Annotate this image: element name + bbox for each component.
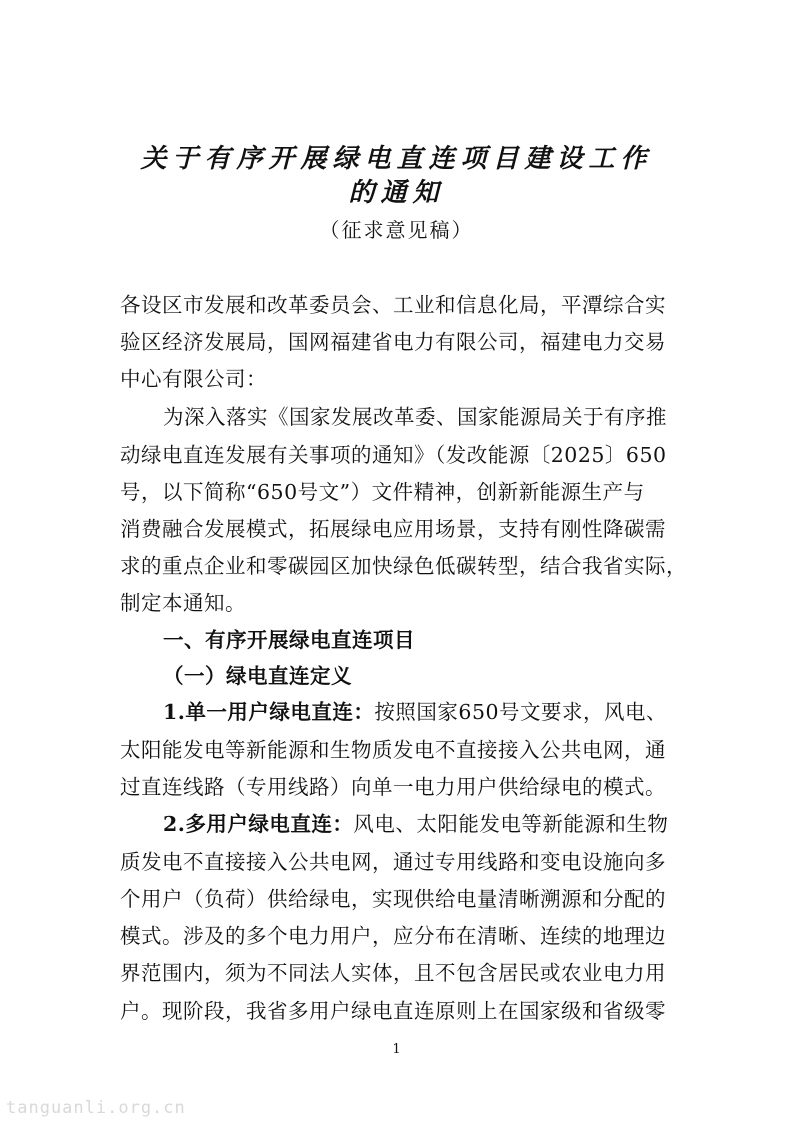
page-number: 1 <box>392 1042 401 1057</box>
text-line: 太阳能发电等新能源和生物质发电不直接接入公共电网，通 <box>120 738 666 762</box>
document-subtitle: （征求意见稿） <box>319 218 474 242</box>
text-line: 户。现阶段，我省多用户绿电直连原则上在国家级和省级零 <box>120 999 666 1023</box>
document-title-line1: 关于有序开展绿电直连项目建设工作 <box>140 144 653 174</box>
text-line: 消费融合发展模式，拓展绿电应用场景，支持有刚性降碳需 <box>120 517 666 541</box>
term-text: 按照国家650号文要求，风电、 <box>374 700 668 724</box>
section-heading: 一、有序开展绿电直连项目 <box>163 628 415 652</box>
term-text: 风电、太阳能发电等新能源和生物 <box>353 812 669 836</box>
text-line: 个用户（负荷）供给绿电，实现供给电量清晰溯源和分配的 <box>120 887 666 911</box>
paragraph-line <box>163 805 723 843</box>
text-line: 质发电不直接接入公共电网，通过专用线路和变电设施向多 <box>120 850 666 874</box>
text-line: 各设区市发展和改革委员会、工业和信息化局，平潭综合实 <box>120 293 666 317</box>
text-line: 号，以下简称“650号文”）文件精神，创新新能源生产与 <box>120 480 645 504</box>
subsection-heading: （一）绿电直连定义 <box>163 664 352 688</box>
document-title-line2: 的通知 <box>348 178 445 208</box>
text-line: 求的重点企业和零碳园区加快绿色低碳转型，结合我省实际， <box>120 554 687 578</box>
text-line: 验区经济发展局，国网福建省电力有限公司，福建电力交易 <box>120 330 666 354</box>
term-label: 1.单一用户绿电直连： <box>163 700 375 724</box>
text-line: 模式。涉及的多个电力用户，应分布在清晰、连续的地理边 <box>120 924 666 948</box>
paragraph-line <box>163 693 723 731</box>
text-line: 为深入落实《国家发展改革委、国家能源局关于有序推 <box>163 405 667 429</box>
text-line: 动绿电直连发展有关事项的通知》（发改能源〔2025〕650 <box>120 443 667 467</box>
text-line: 中心有限公司： <box>120 367 267 391</box>
term-label: 2.多用户绿电直连： <box>163 812 354 836</box>
text-line: 制定本通知。 <box>120 591 246 615</box>
text-line: 过直连线路（专用线路）向单一电力用户供给绿电的模式。 <box>120 775 666 799</box>
text-line: 界范围内，须为不同法人实体，且不包含居民或农业电力用 <box>120 961 666 985</box>
watermark: tanguanli.org.cn <box>6 1098 186 1118</box>
